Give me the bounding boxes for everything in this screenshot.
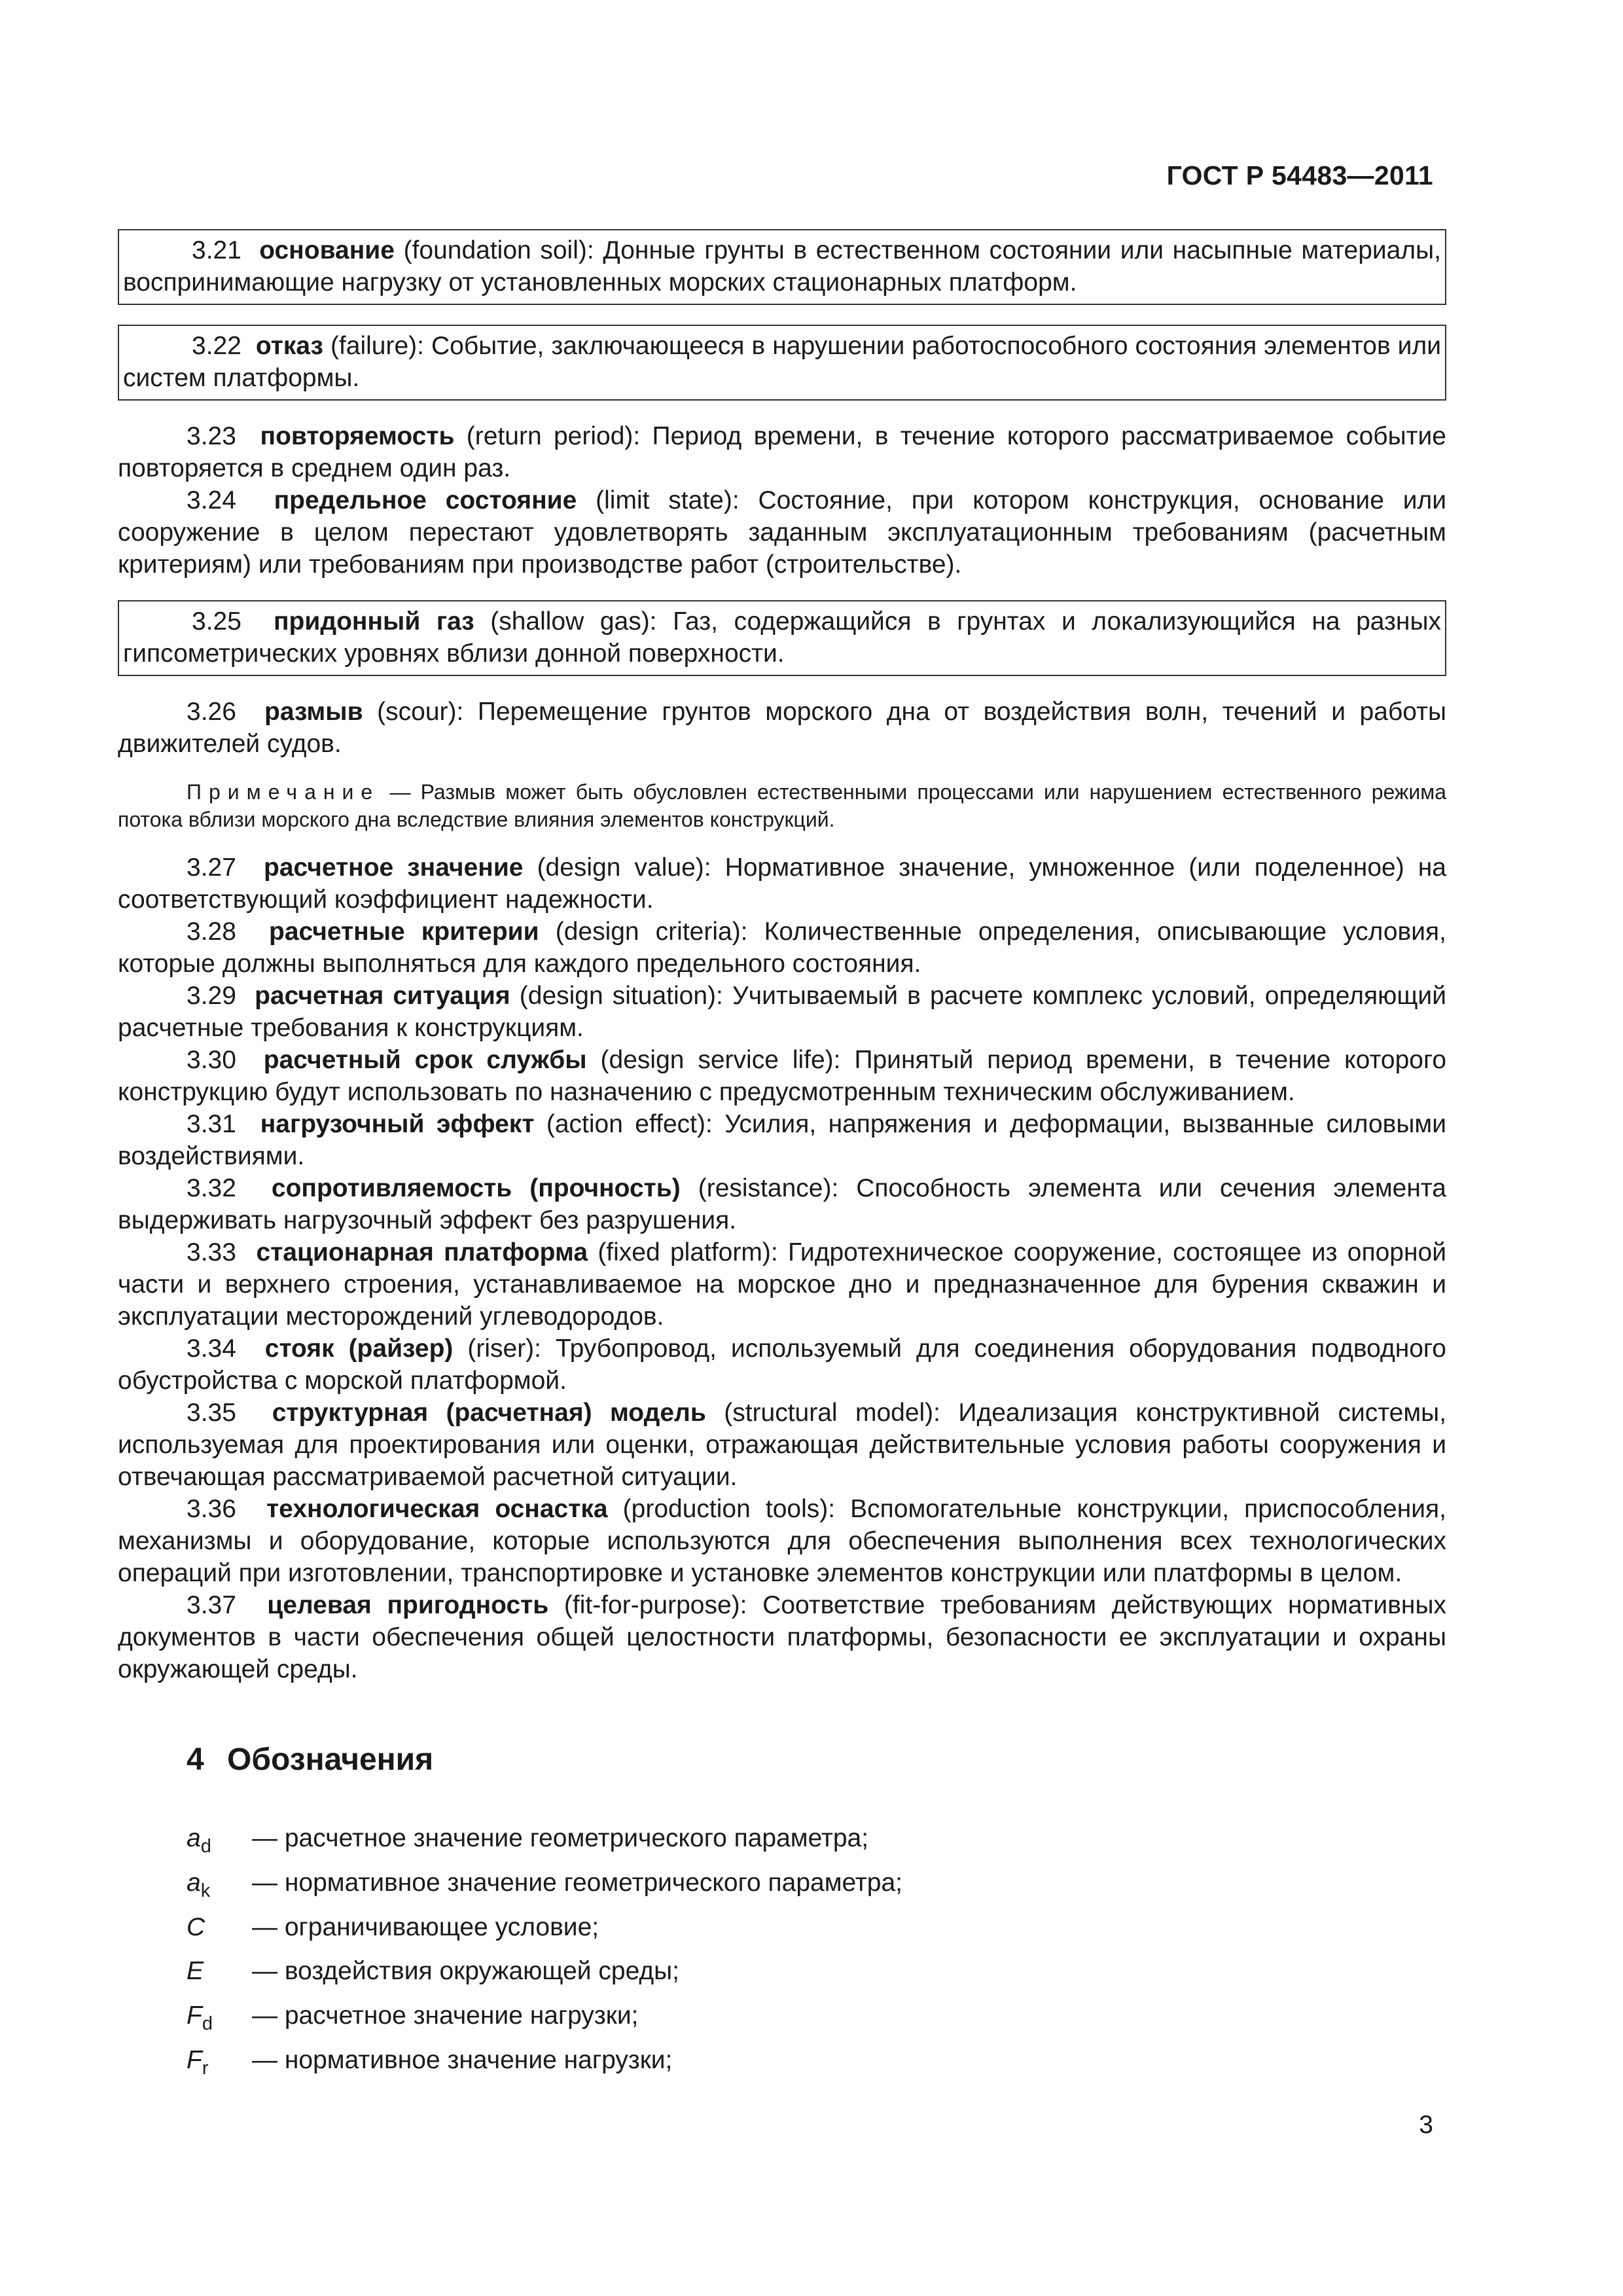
term-name: стояк (райзер) [264,1335,454,1363]
symbol-row [187,1953,1446,1998]
term-entry [118,1589,1446,1685]
symbol-description: — ограничивающее условие; [252,1912,599,1941]
term-entry [123,234,1441,298]
term-group [118,420,1446,581]
symbols-list [187,1820,1446,2087]
term-english: (return period): [466,422,641,450]
term-number: 3.36 [187,1495,236,1523]
term-name: нагрузочный эффект [260,1110,535,1138]
term-definition: Усилия, напряжения и деформации, вызванные силовыми воздействиями. [118,1110,1446,1170]
term-number: 3.26 [187,698,236,726]
symbol: $F_d$ [187,2001,213,2034]
term-number: 3.29 [187,982,236,1010]
term-english: (design criteria): [555,918,748,946]
boxed-term-block [118,229,1446,305]
term-number: 3.21 [192,236,241,264]
term-number: 3.34 [187,1335,236,1363]
term-number: 3.22 [192,332,241,360]
term-entry [123,605,1441,670]
term-definition: Перемещение грунтов морского дна от воздействия волн, течений и работы движителей судов. [118,698,1447,758]
term-definition: Донные грунты в естественном состоянии или насыпные материалы, воспринимающие нагрузку от установленных морских стационарных платформ. [123,236,1441,296]
term-entry [118,484,1446,581]
term-number: 3.35 [187,1399,236,1427]
term-definition: Вспомогательные конструкции, приспособления, механизмы и оборудование, которые используются для обеспечения выполнения всех технологических операций при изготовлении, транспортировке и установке элементов конструкции или платформы в целом. [118,1495,1446,1587]
symbol: $a_k$ [187,1868,211,1901]
term-english: (foundation soil): [403,236,594,264]
term-entry [118,420,1446,484]
symbol: C [187,1912,205,1941]
term-english: (design situation): [519,982,723,1010]
term-definition: Идеализация конструктивной системы, используемая для проектирования или оценки, отражающая действительные условия работы сооружения и отвечающая рассматриваемой расчетной ситуации. [118,1399,1447,1491]
term-english: (scour): [377,698,464,726]
term-group [118,852,1446,1685]
symbol-row [187,1909,1446,1954]
symbol-description: — расчетное значение геометрического параметра; [252,1824,869,1852]
boxed-term-block [118,600,1446,676]
term-english: (limit state): [596,486,740,514]
term-definition: Соответствие требованиям действующих нормативных документов в части обеспечения общей целостности платформы, безопасности ее эксплуатации и охраны окружающей среды. [118,1591,1446,1683]
section-number: 4 [187,1742,204,1777]
term-name: технологическая оснастка [266,1495,608,1523]
term-number: 3.24 [187,486,236,514]
term-name: основание [259,236,395,264]
term-english: (structural model): [724,1399,941,1427]
term-name: размыв [264,698,363,726]
term-entry [118,696,1446,760]
term-number: 3.33 [187,1238,236,1266]
term-definition: Период времени, в течение которого рассматриваемое событие повторяется в среднем один раз. [118,422,1446,482]
symbol-description: — нормативное значение геометрического параметра; [252,1868,902,1897]
term-english: (fit-for-purpose): [563,1591,747,1619]
note-label: Примечание [187,780,380,804]
term-number: 3.31 [187,1110,236,1138]
term-english: (design service life): [600,1046,841,1074]
term-name: расчетные критерии [269,918,539,946]
section-title: Обозначения [227,1742,434,1777]
term-english: (fixed platform): [597,1238,778,1266]
term-name: стационарная платформа [256,1238,588,1266]
term-definition: Газ, содержащийся в грунтах и локализующийся на разных гипсометрических уровнях вблизи донной поверхности. [123,607,1441,668]
term-name: сопротивляемость (прочность) [271,1174,681,1202]
term-number: 3.27 [187,853,236,882]
symbol-description: — воздействия окружающей среды; [252,1957,680,1986]
term-name: расчетный срок службы [263,1046,587,1074]
term-name: повторяемость [260,422,455,450]
symbol-row [187,2042,1446,2087]
term-entry [118,1493,1446,1589]
symbol-row [187,1820,1446,1865]
term-definition: Принятый период времени, в течение которого конструкцию будут использовать по назначению с предусмотренным техническим обслуживанием. [118,1046,1447,1106]
term-entry [118,916,1446,980]
term-definition: Трубопровод, используемый для соединения оборудования подводного обустройства с морской платформой. [118,1335,1446,1395]
note-text: — Размыв может быть обусловлен естественными процессами или нарушением естественного режима потока вблизи морского дна вследствие влияния элементов конструкций. [118,780,1447,831]
page-number: 3 [1419,2111,1433,2139]
symbol: $a_d$ [187,1824,211,1857]
term-entry [118,1333,1446,1397]
term-entry [118,1172,1446,1236]
document-body [118,229,1446,2087]
boxed-term-block [118,325,1446,401]
section-heading [187,1742,1446,1778]
term-name: расчетная ситуация [255,982,510,1010]
term-entry [123,330,1441,394]
term-number: 3.28 [187,918,236,946]
term-entry [118,1044,1446,1108]
term-definition: Количественные определения, описывающие условия, которые должны выполняться для каждого предельного состояния. [118,918,1446,978]
term-english: (shallow gas): [490,607,657,636]
term-name: придонный газ [274,607,474,636]
term-number: 3.32 [187,1174,236,1202]
term-entry [118,852,1446,916]
term-name: структурная (расчетная) модель [272,1399,706,1427]
symbol-description: — расчетное значение нагрузки; [252,2001,639,2030]
term-entry [118,980,1446,1044]
term-name: предельное состояние [274,486,577,514]
term-definition: Событие, заключающееся в нарушении работоспособного состояния элементов или систем платформы. [123,332,1441,392]
term-english: (production tools): [622,1495,836,1523]
document-id-header: ГОСТ Р 54483—2011 [1166,160,1433,190]
term-english: (design value): [537,853,711,882]
symbol-description: — нормативное значение нагрузки; [252,2045,673,2074]
term-name: целевая пригодность [267,1591,549,1619]
term-definition: Состояние, при котором конструкция, основание или сооружение в целом перестают удовлетворять заданным эксплуатационным требованиям (расчетным критериям) или требованиям при производстве работ (строительстве). [118,486,1447,579]
term-name: отказ [255,332,323,360]
term-english: (failure): [330,332,424,360]
term-entry [118,1236,1446,1333]
term-number: 3.25 [192,607,241,636]
term-entry [118,1108,1446,1172]
term-english: (resistance): [698,1174,839,1202]
term-number: 3.30 [187,1046,236,1074]
term-entry [118,1397,1446,1493]
term-definition: Нормативное значение, умноженное (или поделенное) на соответствующий коэффициент надежности. [118,853,1446,914]
term-name: расчетное значение [264,853,524,882]
term-definition: Способность элемента или сечения элемента выдерживать нагрузочный эффект без разрушения. [118,1174,1446,1234]
note-paragraph [118,778,1446,833]
term-number: 3.23 [187,422,236,450]
symbol-row [187,1998,1446,2042]
term-definition: Учитываемый в расчете комплекс условий, определяющий расчетные требования к конструкциям. [118,982,1446,1042]
term-definition: Гидротехническое сооружение, состоящее из опорной части и верхнего строения, устанавливаемое на морское дно и предназначенное для бурения скважин и эксплуатации месторождений углеводородов. [118,1238,1447,1331]
term-english: (riser): [467,1335,541,1363]
symbol-row [187,1865,1446,1909]
term-number: 3.37 [187,1591,236,1619]
symbol: $F_r$ [187,2045,209,2079]
term-english: (action effect): [546,1110,713,1138]
symbol: E [187,1957,204,1986]
